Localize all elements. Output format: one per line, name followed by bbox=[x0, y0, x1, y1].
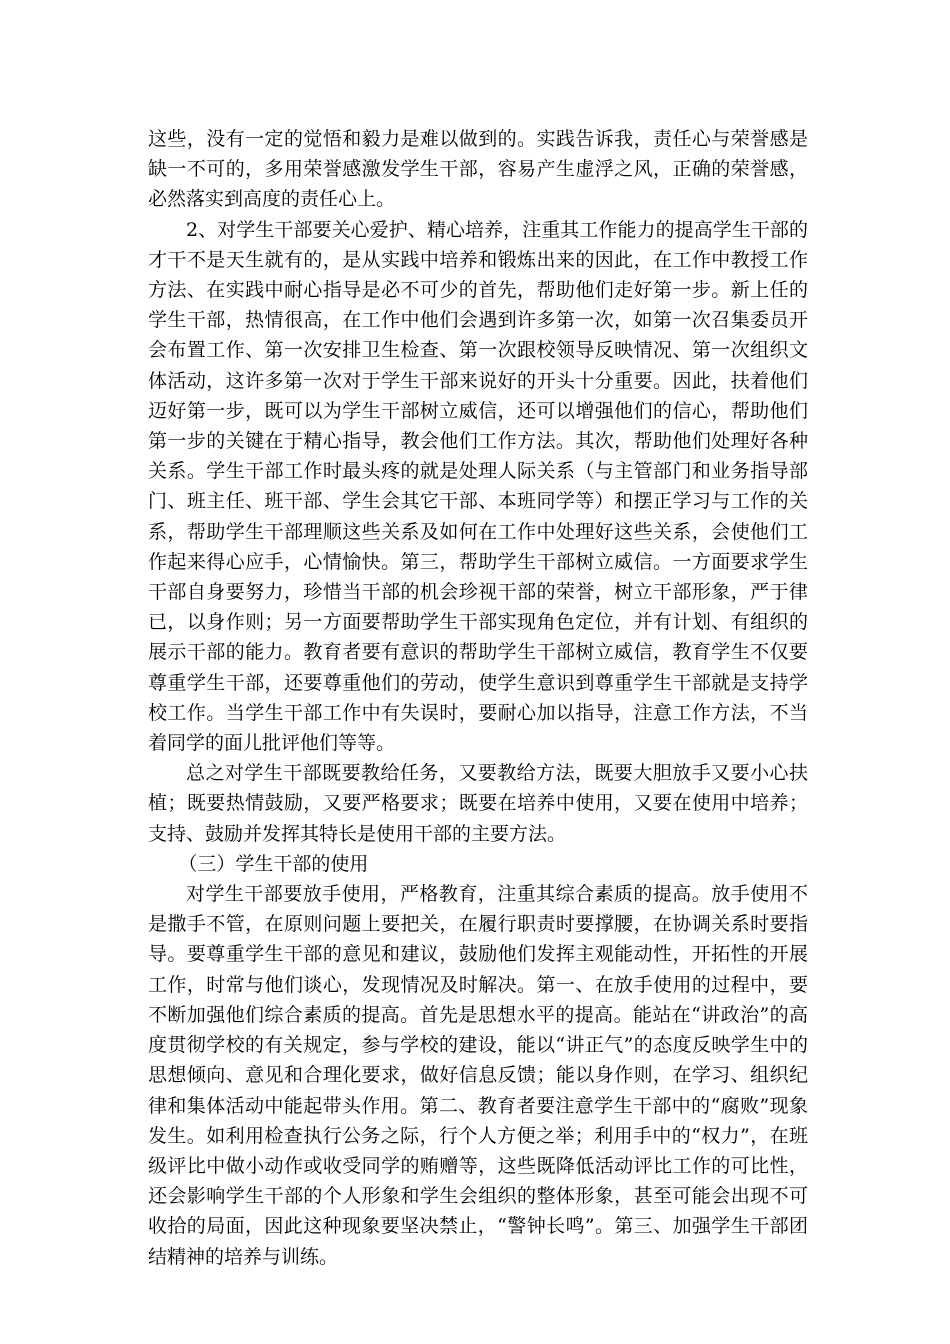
paragraph-cadre-use: 对学生干部要放手使用，严格教育，注重其综合素质的提高。放手使用不是撒手不管，在原则问题上要把关，在履行职责时要撑腰，在协调关系时要指导。要尊重学生干部的意见和建议，鼓励他们发挥主观能动性，开拓性的开展工作，时常与他们谈心，发现情况及时解决。第一、在放手使用的过程中，要不断加强他们综合素质的提高。首先是思想水平的提高。能站在“讲政治”的高度贯彻学校的有关规定，参与学校的建设，能以“讲正气”的态度反映学生中的思想倾向、意见和合理化要求，做好信息反馈；能以身作则，在学习、组织纪律和集体活动中能起带头作用。第二、教育者要注意学生干部中的“腐败”现象发生。如利用检查执行公务之际，行个人方便之举；利用手中的“权力”，在班级评比中做小动作或收受同学的贿赠等，这些既降低活动评比工作的可比性，还会影响学生干部的个人形象和学生会组织的整体形象，甚至可能会出现不可收拾的局面，因此这种现象要坚决禁止，“警钟长鸣”。第三、加强学生干部团结精神的培养与训练。 bbox=[148, 883, 808, 1268]
paragraph-summary: 总之对学生干部既要教给任务，又要教给方法，既要大胆放手又要小心扶植；既要热情鼓励，又要严格要求；既要在培养中使用，又要在使用中培养；支持、鼓励并发挥其特长是使用干部的主要方法。 bbox=[148, 762, 808, 845]
paragraph-cadre-care: 2、对学生干部要关心爱护、精心培养，注重其工作能力的提高学生干部的才干不是天生就有的，是从实践中培养和锻炼出来的因此，在工作中教授工作方法、在实践中耐心指导是必不可少的首先，帮助他们走好第一步。新上任的学生干部，热情很高，在工作中他们会遇到许多第一次，如第一次召集委员开会布置工作、第一次安排卫生检查、第一次跟校领导反映情况、第一次组织文体活动，这许多第一次对于学生干部来说好的开头十分重要。因此，扶着他们迈好第一步，既可以为学生干部树立威信，还可以增强他们的信心，帮助他们第一步的关键在于精心指导，教会他们工作方法。其次，帮助他们处理好各种关系。学生干部工作时最头疼的就是处理人际关系（与主管部门和业务指导部门、班主任、班干部、学生会其它干部、本班同学等）和摆正学习与工作的关系，帮助学生干部理顺这些关系及如何在工作中处理好这些关系，会使他们工作起来得心应手，心情愉快。第三，帮助学生干部树立威信。一方面要求学生干部自身要努力，珍惜当干部的机会珍视干部的荣誉，树立干部形象，严于律已，以身作则；另一方面要帮助学生干部实现角色定位，并有计划、有组织的展示干部的能力。教育者要有意识的帮助学生干部树立威信，教育学生不仅要尊重学生干部，还要尊重他们的劳动，使学生意识到尊重学生干部就是支持学校工作。当学生干部工作中有失误时，要耐心加以指导，注意工作方法，不当着同学的面儿批评他们等等。 bbox=[148, 218, 808, 755]
document-body bbox=[148, 124, 808, 1272]
section-heading: （三）学生干部的使用 bbox=[178, 852, 369, 875]
paragraph-continuation: 这些，没有一定的觉悟和毅力是难以做到的。实践告诉我，责任心与荣誉感是缺一不可的，多用荣誉感激发学生干部，容易产生虚浮之风，正确的荣誉感，必然落实到高度的责任心上。 bbox=[148, 128, 808, 211]
